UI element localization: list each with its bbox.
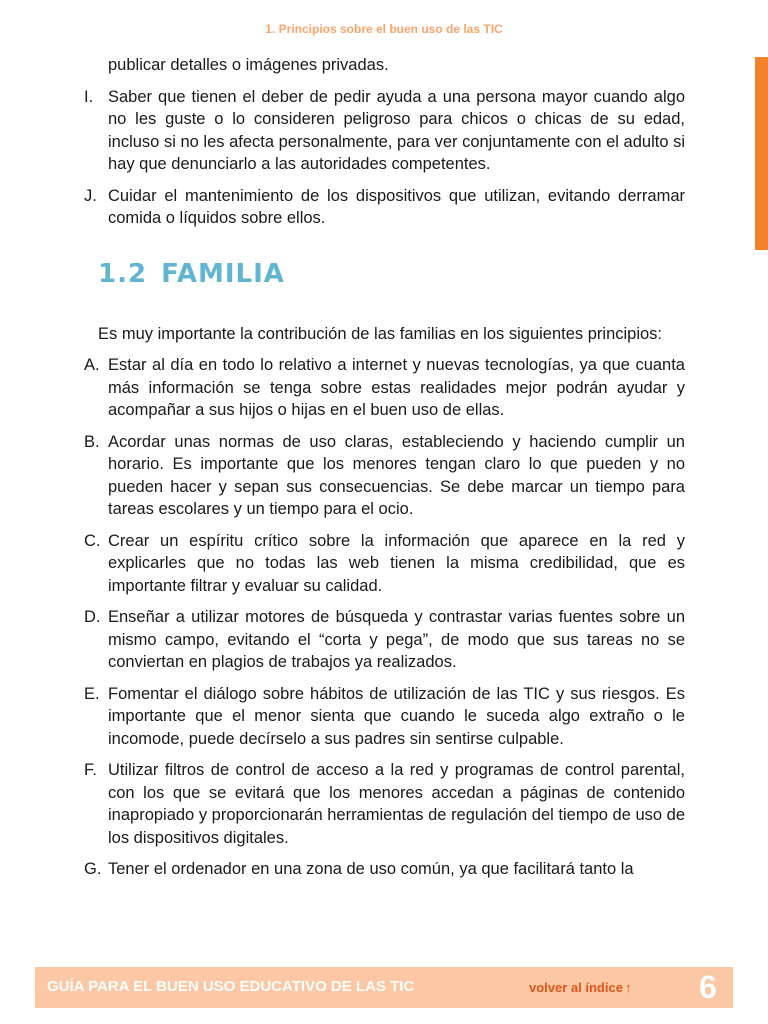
section-heading [98,258,685,323]
list-item-g [84,858,685,881]
list-item-letter: E. [84,684,100,703]
list-item-text: Crear un espíritu crítico sobre la información que aparece en la red y explicarles que no todas las web tienen la misma credibilidad, que es importante filtrar y evaluar su calidad. [108,531,685,595]
list-item-i [84,86,685,176]
list-item-text: Utilizar filtros de control de acceso a la red y programas de control parental, con los que se evitará que los menores accedan a páginas de contenido inapropiado y proporcionarán herramientas de regulación del tiempo de uso de los dispositivos digitales. [108,761,685,847]
section-title: FAMILIA [161,258,285,289]
continued-text: publicar detalles o imágenes privadas. [108,56,389,74]
list-item-text: Enseñar a utilizar motores de búsqueda y contrastar varias fuentes sobre un mismo campo, evitando el “corta y pega”, de modo que sus tareas no se conviertan en plagios de trabajos ya realizados. [108,608,685,671]
list-item-letter: C. [84,531,101,550]
list-item-letter: J. [84,186,97,205]
list-item-d [84,606,685,674]
list-item-text: Tener el ordenador en una zona de uso común, ya que facilitará tanto la [108,860,634,878]
list-item-letter: G. [84,860,102,878]
section-number: 1.2 [98,258,148,289]
list-item-text: Estar al día en todo lo relativo a internet y nuevas tecnologías, ya que cuanta más información se tenga sobre estas realidades mejor podrán ayudar y acompañar a sus hijos o hijas en el buen uso de ellas. [108,356,685,419]
back-to-index-label: volver al índice [529,980,623,995]
running-header: 1. Principios sobre el buen uso de las TIC [265,22,503,36]
list-item-f [84,759,685,849]
list-item-letter: A. [84,356,100,374]
list-item-c [84,530,685,598]
list-item-letter: D. [84,608,101,626]
footer-guide-title: GUÍA PARA EL BUEN USO EDUCATIVO DE LAS TIC [47,978,415,995]
page-content [84,54,685,890]
footer-bar [35,967,733,1008]
arrow-up-icon: ↑ [624,980,632,995]
list-item-e [84,683,685,751]
list-item-j [84,185,685,230]
list-item-text: Fomentar el diálogo sobre hábitos de utilización de las TIC y sus riesgos. Es importante que el menor sienta que cuando le suceda algo extraño o le incomode, puede decírselo a sus padres sin sentirse culpable. [108,684,685,748]
list-item-b [84,431,685,521]
list-item-letter: B. [84,432,100,451]
list-item-text: Cuidar el mantenimiento de los dispositivos que utilizan, evitando derramar comida o líquidos sobre ellos. [108,186,685,227]
page-number: 6 [699,969,717,1005]
intro-paragraph: Es muy importante la contribución de las familias en los siguientes principios: [98,324,663,343]
list-item-a [84,354,685,422]
list-item-letter: I. [84,87,94,106]
list-item-letter: F. [84,761,97,779]
list-item-text: Acordar unas normas de uso claras, estableciendo y haciendo cumplir un horario. Es importante que los menores tengan claro lo que pueden y no pueden hacer y sepan sus consecuencias. Se debe marcar un tiempo para tareas escolares y un tiempo para el ocio. [108,432,685,518]
chapter-tab-marker [755,57,768,250]
list-item-text: Saber que tienen el deber de pedir ayuda a una persona mayor cuando algo no les guste o lo consideren peligroso para chicos o chicas de su edad, incluso si no les afecta personalmente, para ver conjuntamente con el adulto si hay que denunciarlo a las autoridades competentes. [108,87,685,173]
back-to-index-link[interactable] [529,980,631,995]
